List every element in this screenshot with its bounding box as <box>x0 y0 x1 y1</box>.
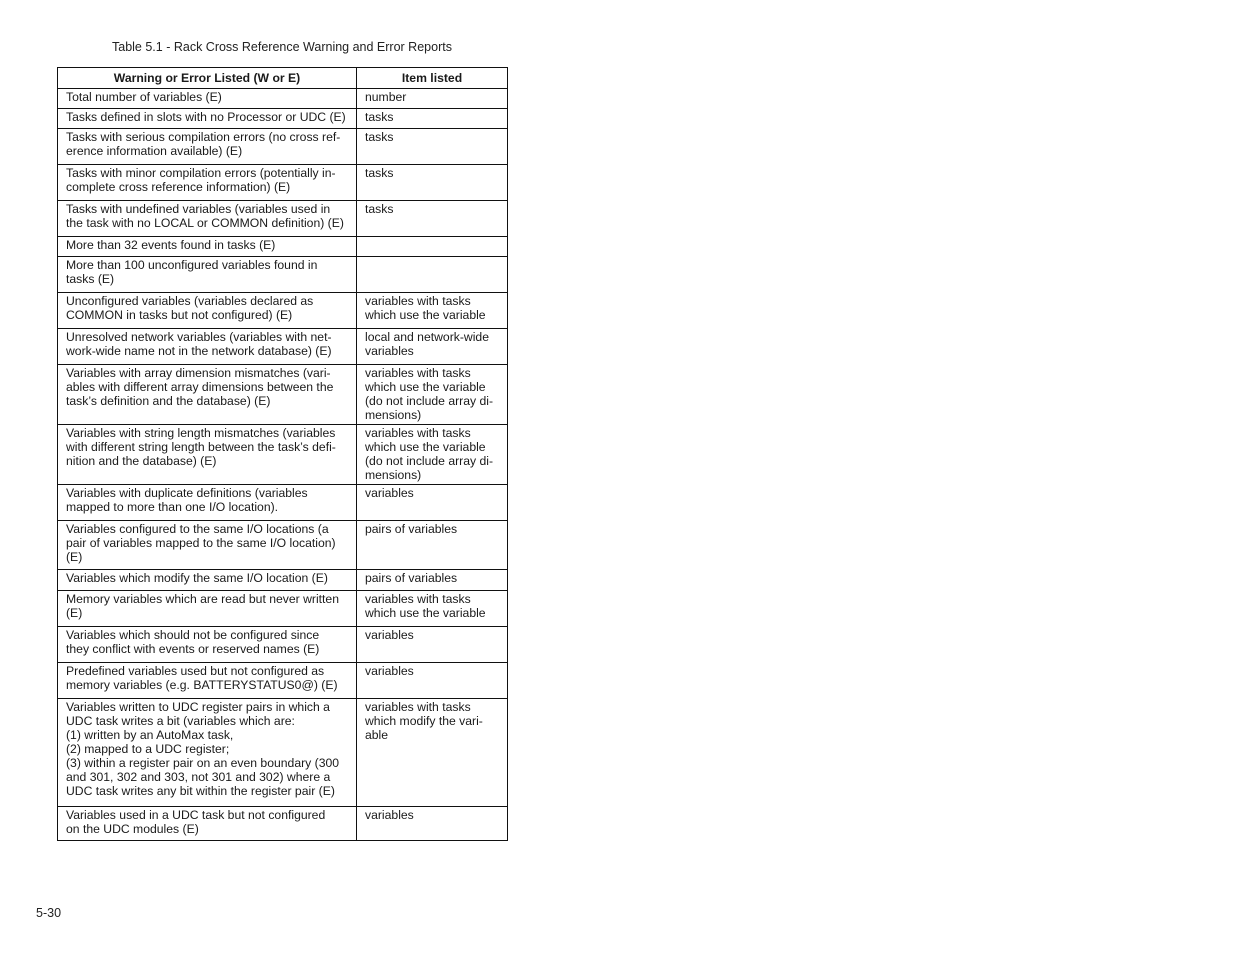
header-item-listed: Item listed <box>357 68 508 89</box>
cross-reference-table <box>57 67 508 841</box>
item-cell: variables with tasks which modify the vari- able <box>357 699 508 807</box>
warning-cell: Variables which modify the same I/O location (E) <box>58 570 357 591</box>
table-row <box>58 570 508 591</box>
table-row <box>58 201 508 237</box>
item-cell: tasks <box>357 201 508 237</box>
warning-cell: Variables written to UDC register pairs in which a UDC task writes a bit (variables which are: (1) written by an AutoMax task, (2) mapped to a UDC register; (3) within a register pair on an even boundary (300 and 301, 302 and 303, not 301 and 302) where a UDC task writes any bit within the register pair (E) <box>58 699 357 807</box>
table-row <box>58 109 508 129</box>
warning-cell: Variables configured to the same I/O locations (a pair of variables mapped to the same I/O location) (E) <box>58 521 357 570</box>
table-row <box>58 329 508 365</box>
item-cell: variables with tasks which use the variable (do not include array di- mensions) <box>357 365 508 425</box>
table-header <box>58 68 508 89</box>
item-cell <box>357 257 508 293</box>
warning-cell: Variables which should not be configured since they conflict with events or reserved names (E) <box>58 627 357 663</box>
table-row <box>58 521 508 570</box>
warning-cell: More than 100 unconfigured variables found in tasks (E) <box>58 257 357 293</box>
table-row <box>58 663 508 699</box>
item-cell <box>357 237 508 257</box>
warning-cell: Tasks defined in slots with no Processor or UDC (E) <box>58 109 357 129</box>
warning-cell: Variables used in a UDC task but not configured on the UDC modules (E) <box>58 807 357 841</box>
item-cell: variables <box>357 485 508 521</box>
header-warning-or-error: Warning or Error Listed (W or E) <box>58 68 357 89</box>
item-cell: variables with tasks which use the variable (do not include array di- mensions) <box>357 425 508 485</box>
table-row <box>58 807 508 841</box>
item-cell: variables with tasks which use the variable <box>357 293 508 329</box>
item-cell: pairs of variables <box>357 570 508 591</box>
table-row <box>58 165 508 201</box>
table-row <box>58 293 508 329</box>
table-row <box>58 627 508 663</box>
table-row <box>58 129 508 165</box>
item-cell: variables with tasks which use the variable <box>357 591 508 627</box>
table-row <box>58 257 508 293</box>
table-row <box>58 485 508 521</box>
table-body <box>58 89 508 841</box>
table-caption: Table 5.1 - Rack Cross Reference Warning and Error Reports <box>112 40 452 54</box>
header-row <box>58 68 508 89</box>
warning-cell: Unconfigured variables (variables declared as COMMON in tasks but not configured) (E) <box>58 293 357 329</box>
item-cell: tasks <box>357 109 508 129</box>
warning-cell: Variables with duplicate definitions (variables mapped to more than one I/O location). <box>58 485 357 521</box>
item-cell: variables <box>357 627 508 663</box>
table-row <box>58 699 508 807</box>
table-row <box>58 365 508 425</box>
warning-cell: Unresolved network variables (variables with net- work-wide name not in the network database) (E) <box>58 329 357 365</box>
item-cell: number <box>357 89 508 109</box>
item-cell: local and network-wide variables <box>357 329 508 365</box>
table-row <box>58 89 508 109</box>
item-cell: pairs of variables <box>357 521 508 570</box>
table-row <box>58 237 508 257</box>
warning-cell: Tasks with undefined variables (variables used in the task with no LOCAL or COMMON definition) (E) <box>58 201 357 237</box>
item-cell: tasks <box>357 129 508 165</box>
item-cell: tasks <box>357 165 508 201</box>
warning-cell: Total number of variables (E) <box>58 89 357 109</box>
warning-cell: Tasks with minor compilation errors (potentially in- complete cross reference information) (E) <box>58 165 357 201</box>
table-row <box>58 591 508 627</box>
item-cell: variables <box>357 807 508 841</box>
item-cell: variables <box>357 663 508 699</box>
warning-cell: Tasks with serious compilation errors (no cross ref- erence information available) (E) <box>58 129 357 165</box>
warning-cell: Variables with string length mismatches (variables with different string length between the task’s defi- nition and the database) (E) <box>58 425 357 485</box>
page-number: 5-30 <box>36 906 62 920</box>
table-row <box>58 425 508 485</box>
warning-cell: Predefined variables used but not configured as memory variables (e.g. BATTERYSTATUS0@) (E) <box>58 663 357 699</box>
warning-cell: Variables with array dimension mismatches (vari- ables with different array dimensions between the task’s definition and the database) (E) <box>58 365 357 425</box>
warning-cell: Memory variables which are read but never written (E) <box>58 591 357 627</box>
warning-cell: More than 32 events found in tasks (E) <box>58 237 357 257</box>
